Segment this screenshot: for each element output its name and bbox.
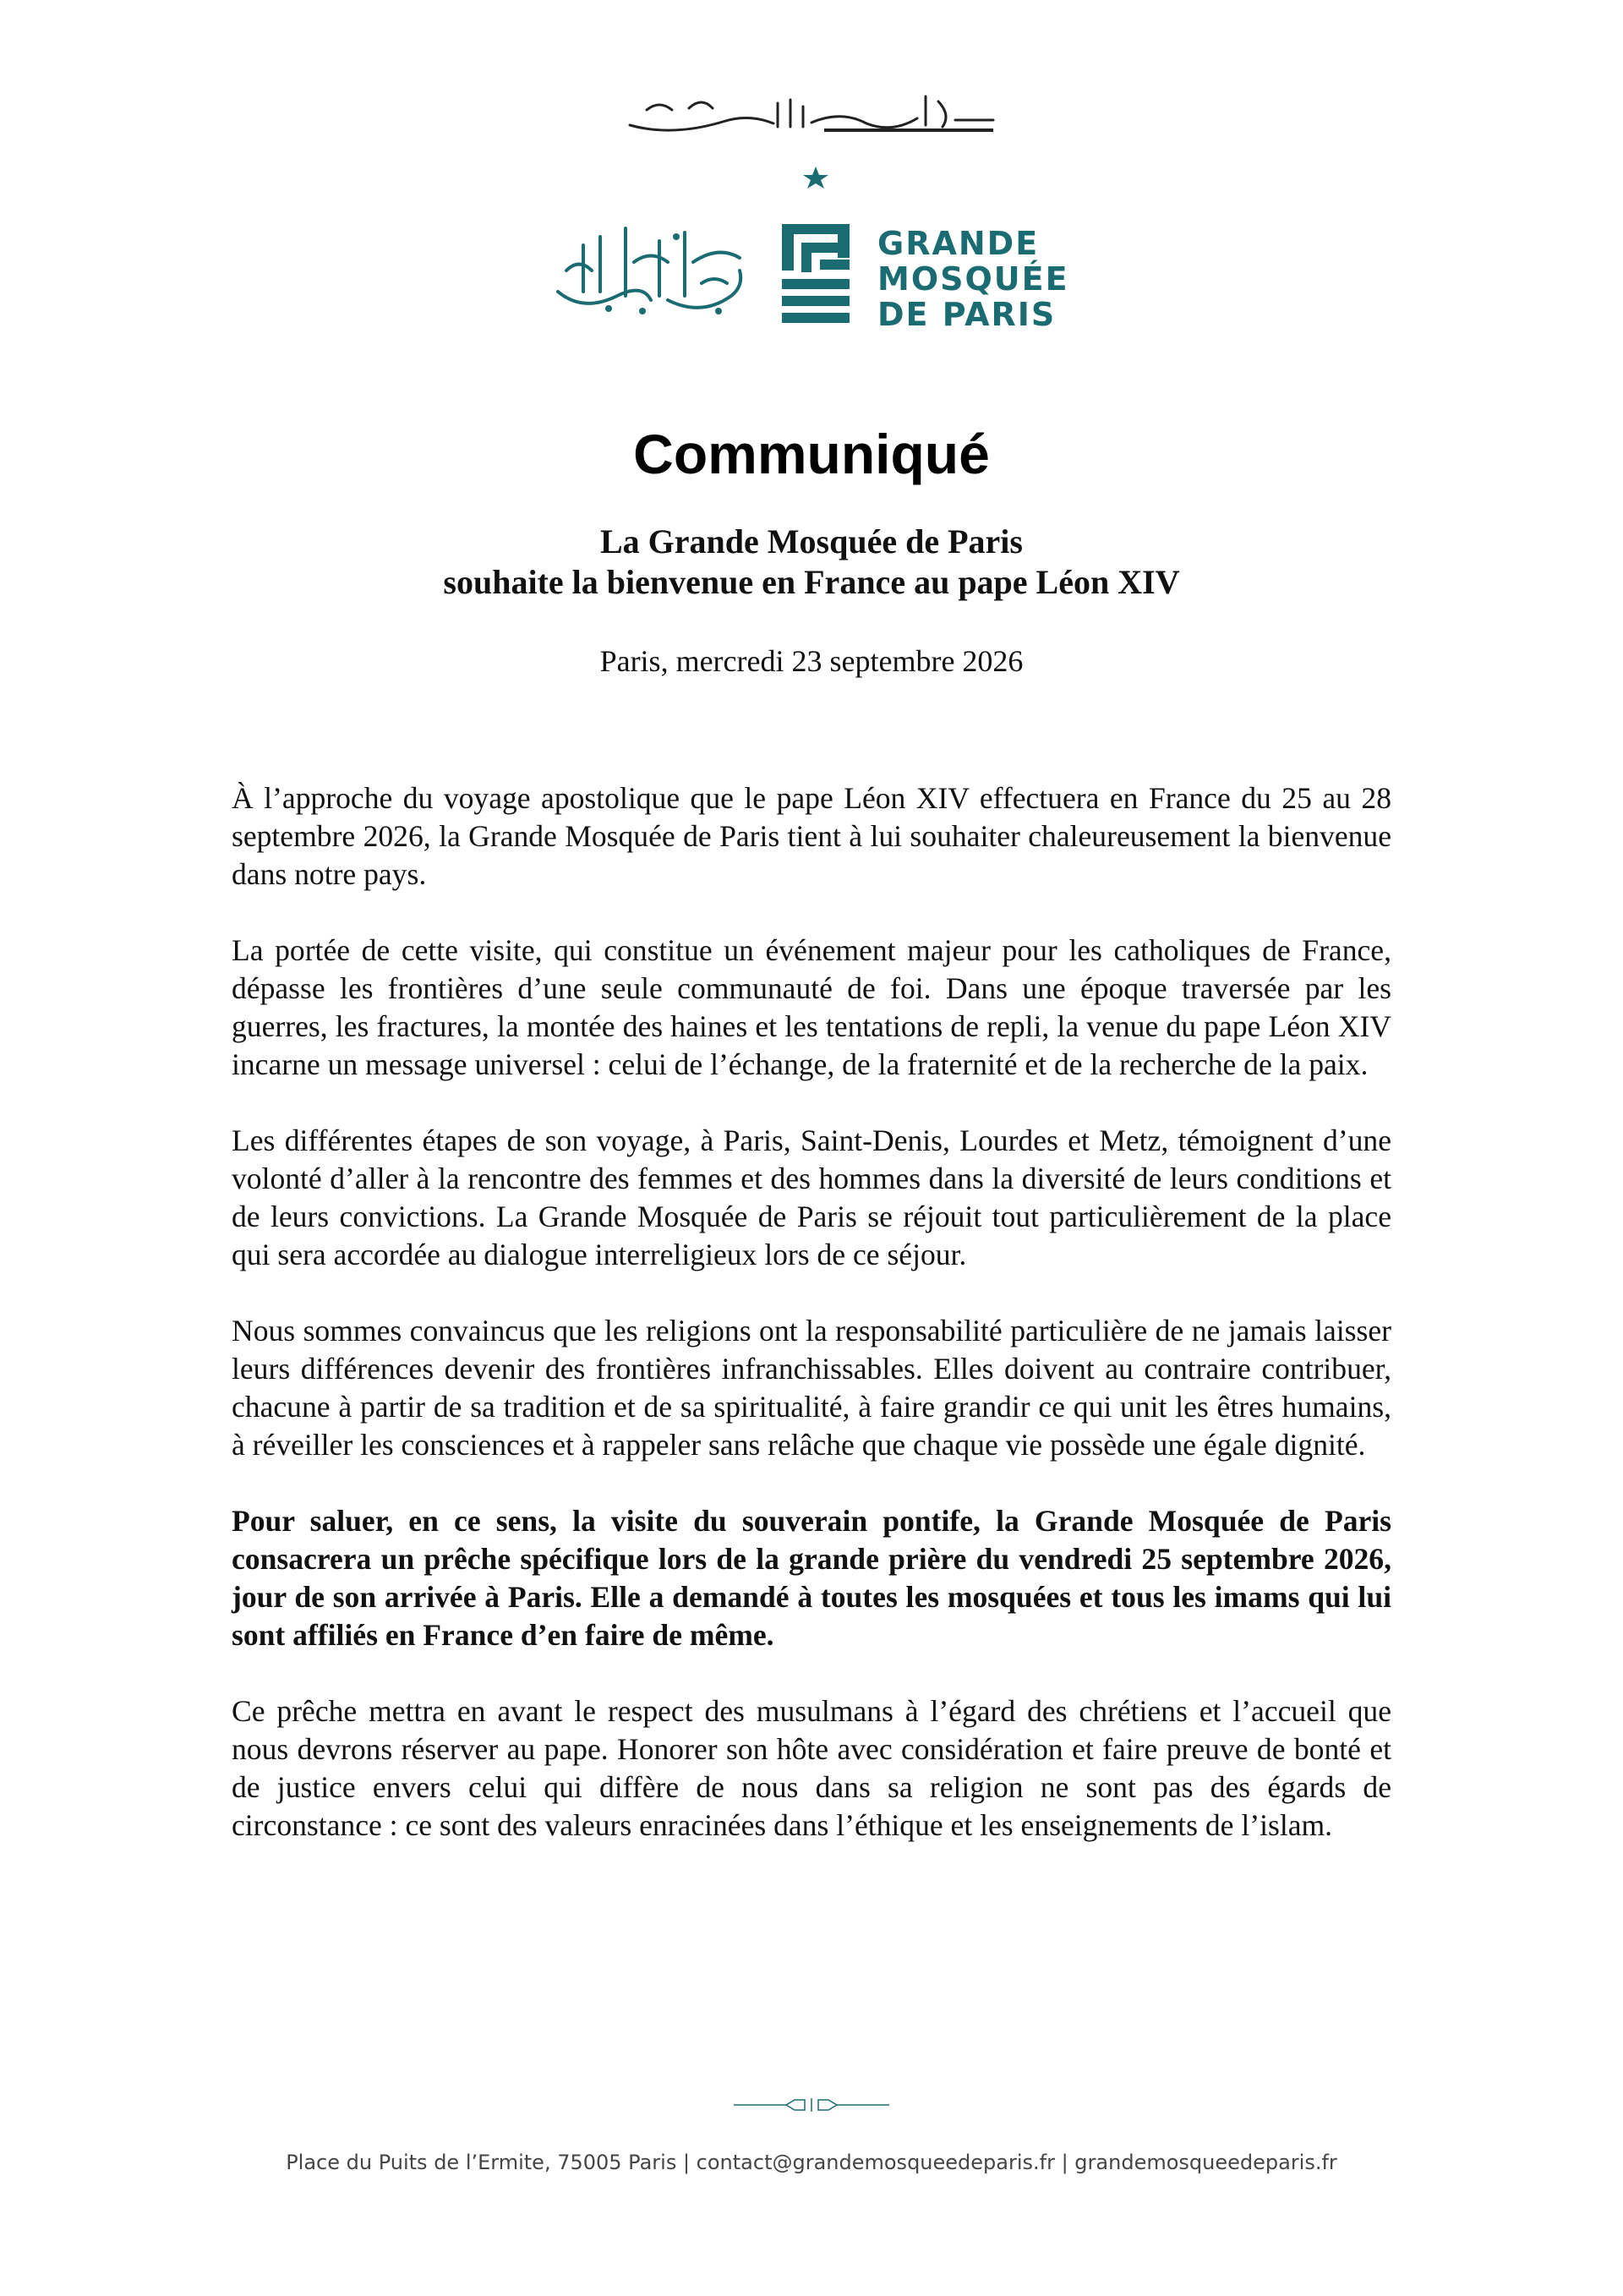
logo-group	[549, 165, 1090, 334]
paragraph-5-bold: Pour saluer, en ce sens, la visite du souverain pontife, la Grande Mosquée de Paris consacrera un prêche spécifique lors de la grande prière du vendredi 25 septembre 2026, jour de son arrivée à Paris. Elle a demandé à toutes les mosquées et tous les imams qui lui sont affiliés en France d’en faire de même.	[232, 1504, 1391, 1652]
mosque-emblem-icon	[778, 165, 854, 330]
ornamental-divider	[727, 2095, 896, 2115]
paragraph-2: La portée de cette visite, qui constitue un événement majeur pour les catholiques de France, dépasse les frontières d’une seule communauté de foi. Dans une époque traversée par les guerres, les fractures, la montée des haines et les tentations de repli, la venue du pape Léon XIV incarne un message universel : celui de l’échange, de la fraternité et de la recherche de la paix.	[232, 933, 1391, 1081]
paragraph-6: Ce prêche mettra en avant le respect des musulmans à l’égard des chrétiens et l’accueil que nous devrons réserver au pape. Honorer son hôte avec considération et faire preuve de bonté et de justice envers celui qui diffère de nous dans sa religion ne sont pas des égards de circonstance : ce sont des valeurs enracinées dans l’éthique et les enseignements de l’islam.	[232, 1694, 1391, 1842]
paragraph-1: À l’approche du voyage apostolique que le pape Léon XIV effectuera en France du 25 au 28 septembre 2026, la Grande Mosquée de Paris tient à lui souhaiter chaleureusement la bienvenue dans notre pays.	[232, 781, 1391, 891]
logo-line-3: DE PARIS	[877, 296, 1057, 333]
subtitle-line-2: souhaite la bienvenue en France au pape Léon XIV	[443, 563, 1180, 601]
arabic-calligraphy-logo	[549, 211, 752, 325]
logo-line-1: GRANDE	[877, 225, 1040, 262]
footer-contact: Place du Puits de l’Ermite, 75005 Paris | contact@grandemosqueedeparis.fr | grandemosqueedeparis.fr	[286, 2151, 1337, 2174]
paragraph-4: Nous sommes convaincus que les religions ont la responsabilité particulière de ne jamais laisser leurs différences devenir des frontières infranchissables. Elles doivent au contraire contribuer, chacune à partir de sa tradition et de sa spiritualité, à faire grandir ce qui unit les êtres humains, à réveiller les consciences et à rappeler sans relâche que chaque vie possède une égale dignité.	[232, 1314, 1391, 1462]
basmala-calligraphy	[621, 85, 1002, 144]
logo-line-2: MOSQUÉE	[877, 260, 1069, 298]
subtitle-line-1: La Grande Mosquée de Paris	[600, 522, 1023, 560]
paragraph-3: Les différentes étapes de son voyage, à Paris, Saint-Denis, Lourdes et Metz, témoignent d’une volonté d’aller à la rencontre des femmes et des hommes dans la diversité de leurs conditions et de leurs convictions. La Grande Mosquée de Paris se réjouit tout particulièrement de la place qui sera accordée au dialogue interreligieux lors de ce séjour.	[232, 1123, 1391, 1271]
logo-wordmark	[877, 226, 1069, 332]
document-body	[232, 779, 1391, 1883]
document-date: Paris, mercredi 23 septembre 2026	[599, 644, 1024, 678]
letterhead	[0, 0, 1623, 355]
document-subtitle	[0, 522, 1623, 603]
document-title: Communiqué	[633, 423, 990, 485]
